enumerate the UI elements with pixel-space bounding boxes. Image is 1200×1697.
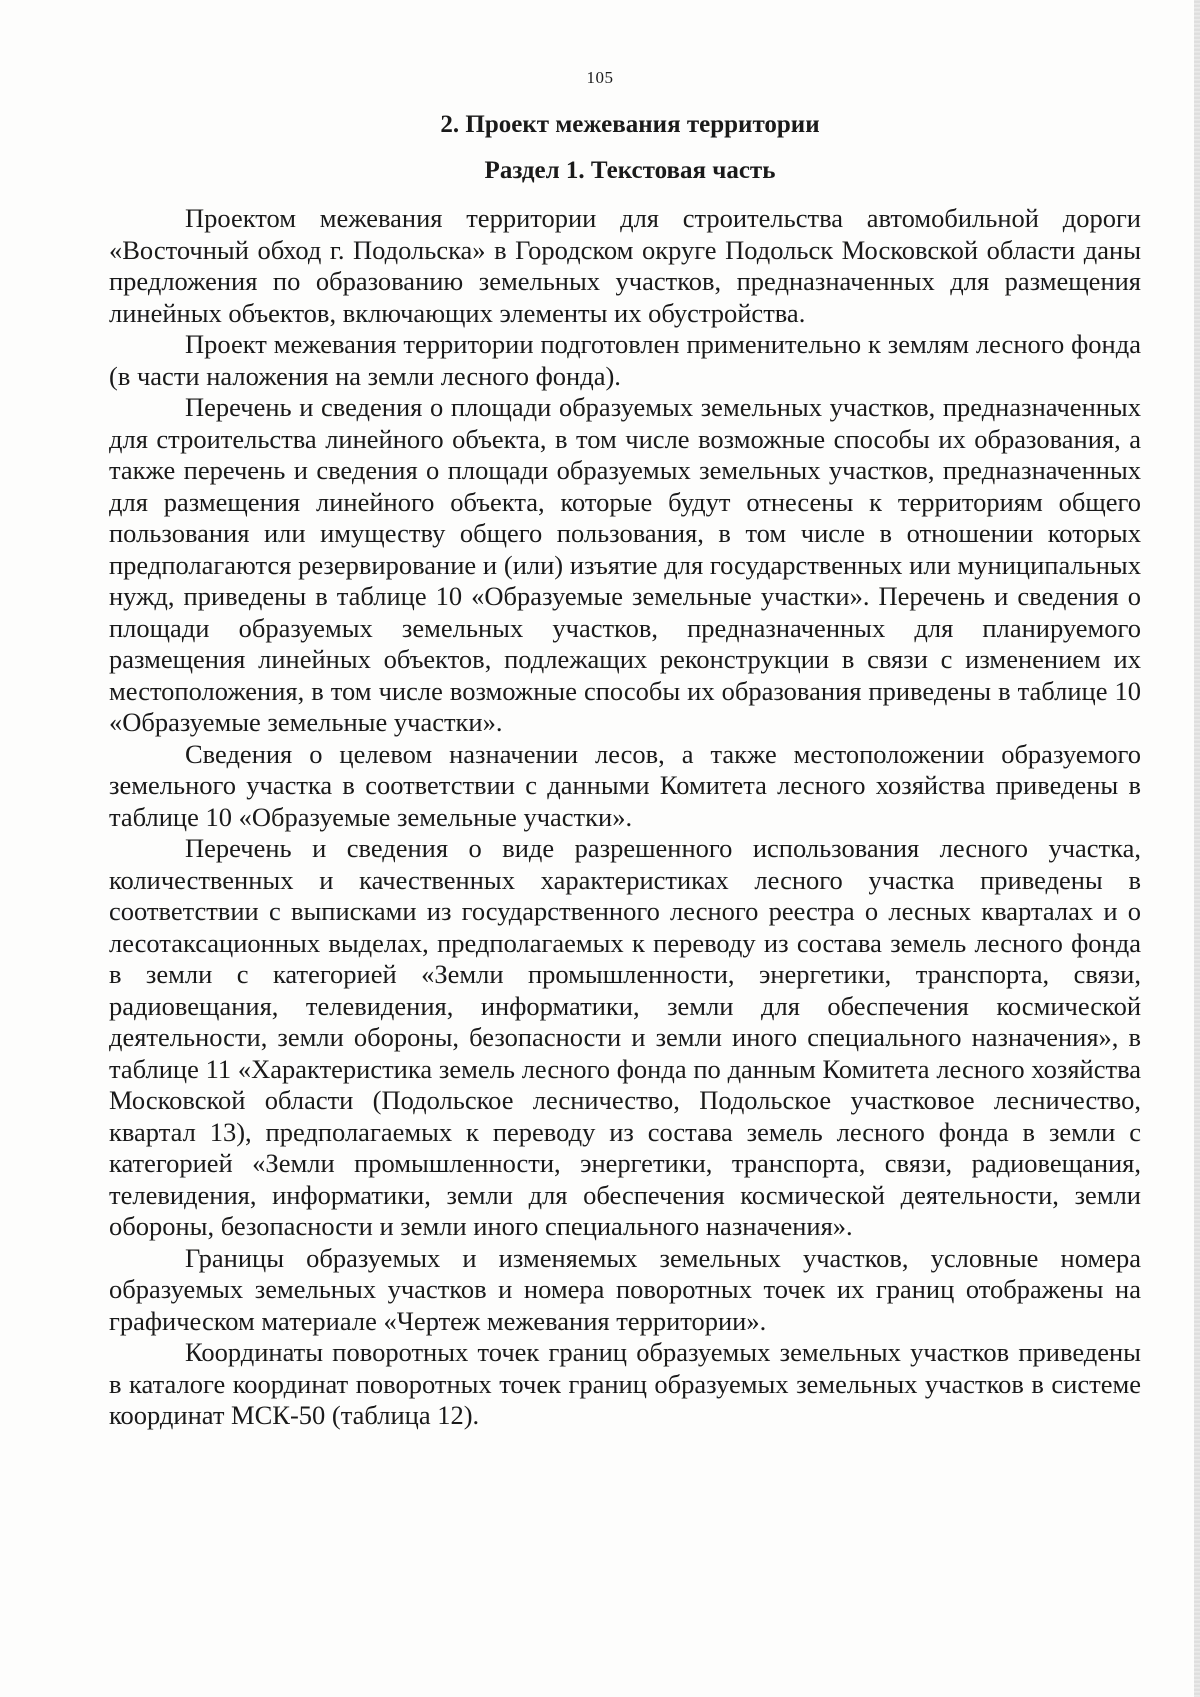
scan-edge-decoration [1194, 0, 1200, 1697]
body-text [109, 203, 1141, 1432]
paragraph-4: Сведения о целевом назначении лесов, а также местоположении образуемого земельного участка в соответствии с данными Комитета лесного хозяйства приведены в таблице 10 «Образуемые земельные участки». [109, 738, 1141, 832]
page-number: 105 [586, 68, 614, 87]
paragraph-1: Проектом межевания территории для строительства автомобильной дороги «Восточный обход г. Подольска» в Городском округе Подольск Московской области даны предложения по образованию земельных участков, предназначенных для размещения линейных объектов, включающих элементы их обустройства. [109, 203, 1141, 328]
paragraph-6: Границы образуемых и изменяемых земельных участков, условные номера образуемых земельных участков и номера поворотных точек их границ отображены на графическом материале «Чертеж межевания территории». [109, 1242, 1141, 1336]
document-title: 2. Проект межевания территории [440, 111, 820, 138]
paragraph-5: Перечень и сведения о виде разрешенного использования лесного участка, количественных и качественных характеристиках лесного участка приведены в соответствии с выписками из государственного лесного реестра о лесных кварталах и о лесотаксационных выделах, предполагаемых к переводу из состава земель лесного фонда в земли с категорией «Земли промышленности, энергетики, транспорта, связи, радиовещания, телевидения, информатики, земли для обеспечения космической деятельности, земли обороны, безопасности и земли иного специального назначения», в таблице 11 «Характеристика земель лесного фонда по данным Комитета лесного хозяйства Московской области (Подольское лесничество, Подольское участковое лесничество, квартал 13), предполагаемых к переводу из состава земель лесного фонда в земли с категорией «Земли промышленности, энергетики, транспорта, связи, радиовещания, телевидения, информатики, земли для обеспечения космической деятельности, земли обороны, безопасности и земли иного специального назначения». [109, 833, 1141, 1241]
paragraph-7: Координаты поворотных точек границ образуемых земельных участков приведены в каталоге координат поворотных точек границ образуемых земельных участков в системе координат МСК-50 (таблица 12). [109, 1337, 1141, 1430]
paragraph-2: Проект межевания территории подготовлен применительно к землям лесного фонда (в части наложения на земли лесного фонда). [109, 329, 1141, 391]
paragraph-3: Перечень и сведения о площади образуемых земельных участков, предназначенных для строительства линейного объекта, в том числе возможные способы их образования, а также перечень и сведения о площади образуемых земельных участков, предназначенных для размещения линейного объекта, которые будут отнесены к территориям общего пользования или имуществу общего пользования, в том числе в отношении которых предполагаются резервирование и (или) изъятие для государственных или муниципальных нужд, приведены в таблице 10 «Образуемые земельные участки». Перечень и сведения о площади образуемых земельных участков, предназначенных для планируемого размещения линейных объектов, подлежащих реконструкции в связи с изменением их местоположения, в том числе возможные способы их образования приведены в таблице 10 «Образуемые земельные участки». [109, 392, 1141, 737]
section-title: Раздел 1. Текстовая часть [484, 157, 776, 184]
